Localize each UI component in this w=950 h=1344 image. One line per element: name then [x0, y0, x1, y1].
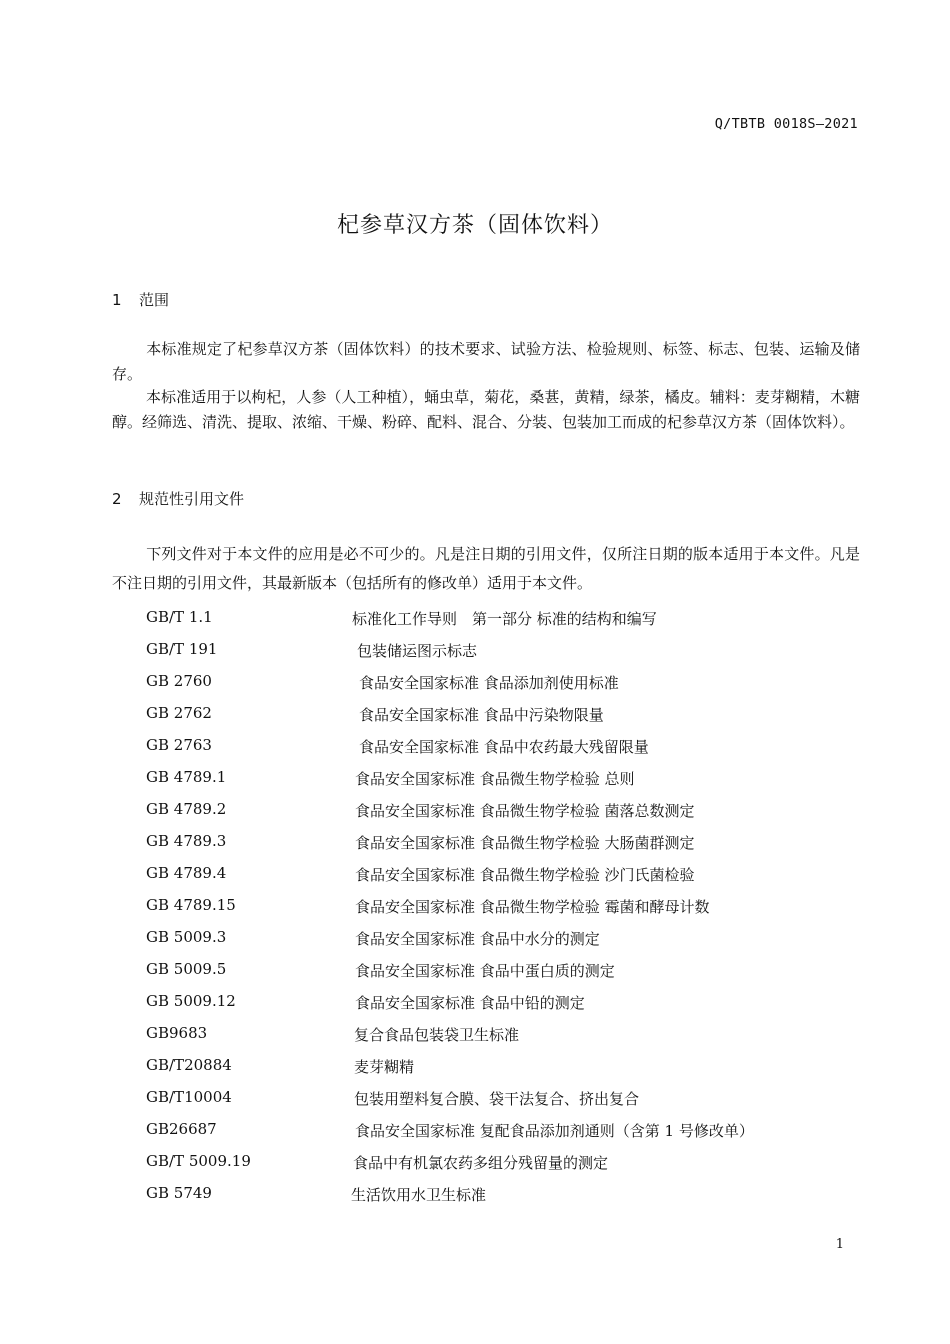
reference-code: GB/T10004 [146, 1088, 232, 1106]
section-1-title: 范围 [139, 291, 170, 309]
reference-title: 复合食品包装袋卫生标准 [354, 1026, 520, 1044]
reference-row [146, 672, 846, 704]
section-2-number: 2 [112, 490, 122, 508]
reference-title: 食品安全国家标准 食品微生物学检验 总则 [355, 770, 635, 788]
reference-title: 包装储运图示标志 [357, 642, 478, 660]
reference-code: GB 5749 [146, 1184, 212, 1202]
section-2-title: 规范性引用文件 [139, 490, 245, 508]
reference-row [146, 1120, 846, 1152]
reference-row [146, 800, 846, 832]
reference-title: 食品安全国家标准 食品中铅的测定 [355, 994, 585, 1012]
reference-title: 食品安全国家标准 食品中污染物限量 [359, 706, 604, 724]
reference-code: GB/T 5009.19 [146, 1152, 251, 1170]
reference-row [146, 1152, 846, 1184]
reference-row [146, 1088, 846, 1120]
reference-code: GB 4789.3 [146, 832, 227, 850]
reference-code: GB 5009.5 [146, 960, 227, 978]
reference-row [146, 992, 846, 1024]
reference-code: GB 2763 [146, 736, 212, 754]
section-2-heading [112, 488, 244, 509]
reference-row [146, 928, 846, 960]
reference-title: 标准化工作导则 第一部分 标准的结构和编写 [352, 610, 657, 628]
reference-code: GB26687 [146, 1120, 217, 1138]
reference-title: 食品安全国家标准 食品中蛋白质的测定 [355, 962, 615, 980]
reference-title: 食品安全国家标准 食品微生物学检验 沙门氏菌检验 [355, 866, 695, 884]
reference-row [146, 1056, 846, 1088]
reference-row [146, 704, 846, 736]
reference-title: 食品安全国家标准 食品添加剂使用标准 [359, 674, 619, 692]
reference-code: GB 4789.4 [146, 864, 227, 882]
reference-code: GB/T 1.1 [146, 608, 213, 626]
reference-code: GB/T20884 [146, 1056, 232, 1074]
reference-row [146, 1024, 846, 1056]
reference-code: GB9683 [146, 1024, 208, 1042]
reference-code: GB 4789.1 [146, 768, 227, 786]
reference-row [146, 896, 846, 928]
section-1-number: 1 [112, 291, 122, 309]
reference-title: 麦芽糊精 [354, 1058, 415, 1076]
reference-title: 生活饮用水卫生标准 [351, 1186, 487, 1204]
reference-title: 食品安全国家标准 食品中农药最大残留限量 [359, 738, 649, 756]
section-1-heading [112, 289, 169, 310]
reference-code: GB 5009.3 [146, 928, 227, 946]
reference-title: 包装用塑料复合膜、袋干法复合、挤出复合 [354, 1090, 640, 1108]
section-1-paragraph-2 [112, 385, 860, 435]
reference-title: 食品安全国家标准 食品微生物学检验 大肠菌群测定 [355, 834, 695, 852]
reference-row [146, 1184, 846, 1216]
reference-title: 食品安全国家标准 复配食品添加剂通则（含第 1 号修改单） [355, 1122, 754, 1140]
reference-code: GB 2760 [146, 672, 212, 690]
reference-title: 食品中有机氯农药多组分残留量的测定 [353, 1154, 609, 1172]
section-2-intro [112, 540, 860, 598]
reference-row [146, 640, 846, 672]
reference-code: GB/T 191 [146, 640, 218, 658]
reference-code: GB 4789.15 [146, 896, 236, 914]
reference-code: GB 4789.2 [146, 800, 227, 818]
section-2-intro-text: 下列文件对于本文件的应用是必不可少的。凡是注日期的引用文件，仅所注日期的版本适用于本文件。凡是不注日期的引用文件，其最新版本（包括所有的修改单）适用于本文件。 [112, 545, 860, 592]
reference-row [146, 768, 846, 800]
reference-title: 食品安全国家标准 食品中水分的测定 [355, 930, 600, 948]
section-1-paragraph-1-text: 本标准规定了杞参草汉方茶（固体饮料）的技术要求、试验方法、检验规则、标签、标志、包装、运输及储存。 [112, 340, 860, 383]
reference-row [146, 736, 846, 768]
reference-row [146, 864, 846, 896]
standard-number: Q/TBTB 0018S—2021 [714, 116, 858, 132]
reference-row [146, 960, 846, 992]
document-title: 杞参草汉方茶（固体饮料） [336, 213, 613, 238]
reference-code: GB 2762 [146, 704, 212, 722]
reference-title: 食品安全国家标准 食品微生物学检验 霉菌和酵母计数 [355, 898, 710, 916]
section-1-paragraph-1 [112, 337, 860, 387]
page-number: 1 [835, 1237, 844, 1252]
reference-title: 食品安全国家标准 食品微生物学检验 菌落总数测定 [355, 802, 695, 820]
reference-row [146, 832, 846, 864]
reference-code: GB 5009.12 [146, 992, 236, 1010]
section-1-paragraph-2-text: 本标准适用于以枸杞，人参（人工种植），蛹虫草，菊花，桑葚，黄精，绿茶，橘皮。辅料：麦芽糊精，木糖醇。经筛选、清洗、提取、浓缩、干燥、粉碎、配料、混合、分装、包装加工而成的杞参草汉方茶（固体饮料）。 [112, 388, 860, 431]
reference-row [146, 608, 846, 640]
